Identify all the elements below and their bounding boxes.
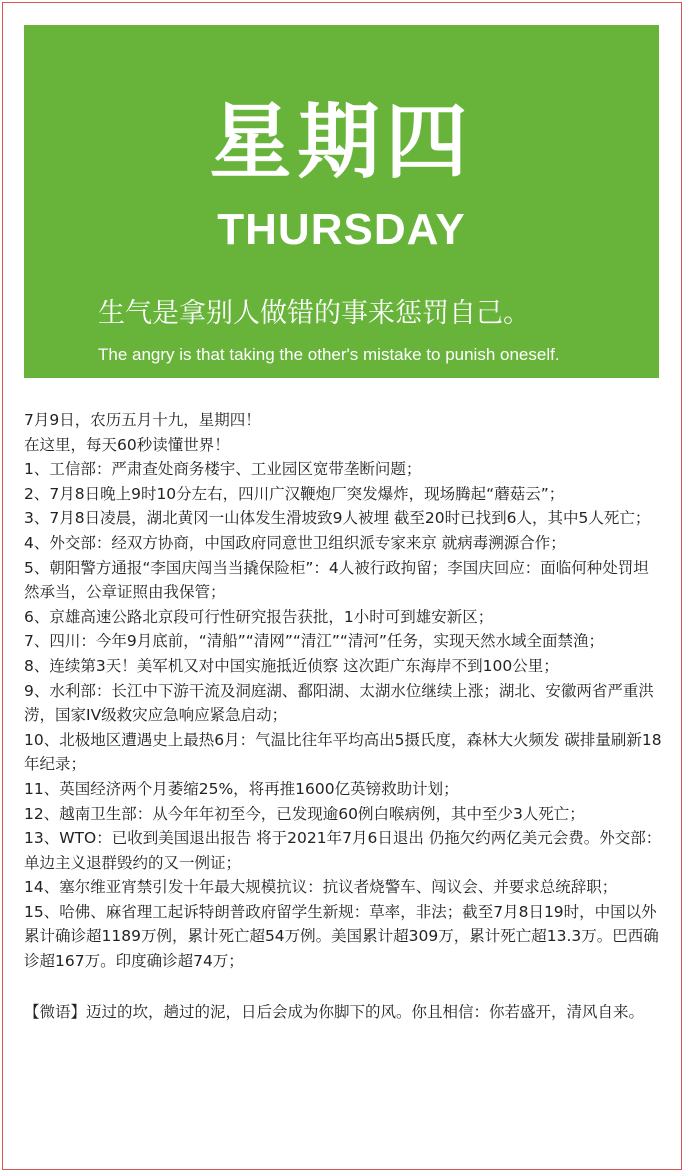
news-item: 10、北极地区遭遇史上最热6月：气温比往年平均高出5摄氏度，森林大火频发 碳排量刷新18年纪录；	[24, 730, 662, 774]
banner-title-en: THURSDAY	[217, 205, 466, 254]
news-item: 4、外交部：经双方协商，中国政府同意世卫组织派专家来京 就病毒溯源合作；	[24, 533, 566, 552]
news-item: 2、7月8日晚上9时10分左右，四川广汉鞭炮厂突发爆炸，现场腾起“蘑菇云”；	[24, 484, 565, 503]
date-line: 7月9日，农历五月十九，星期四！	[24, 411, 261, 429]
news-item: 15、哈佛、麻省理工起诉特朗普政府留学生新规：草率，非法；截至7月8日19时，中国以外累计确诊超1189万例，累计死亡超54万例。美国累计超309万，累计死亡超13.3万。巴西确诊超167万。印度确诊超74万；	[24, 902, 659, 971]
tagline: 在这里，每天60秒读懂世界！	[24, 435, 230, 454]
news-item: 5、朝阳警方通报“李国庆闯当当撬保险柜”：4人被行政拘留；李国庆回应：面临何种处罚坦然承当，公章证照由我保管；	[24, 558, 649, 602]
news-item: 13、WTO：已收到美国退出报告 将于2021年7月6日退出 仍拖欠约两亿美元会费。外交部：单边主义退群毁约的又一例证；	[24, 829, 662, 872]
news-item: 11、英国经济两个月萎缩25%，将再推1600亿英镑救助计划；	[24, 779, 459, 798]
news-item: 6、京雄高速公路北京段可行性研究报告获批，1小时可到雄安新区；	[24, 607, 494, 626]
news-item: 8、连续第3天！美军机又对中国实施抵近侦察 这次距广东海岸不到100公里；	[24, 656, 559, 675]
banner-title-cn: 星期四	[209, 95, 474, 190]
news-item: 7、四川：今年9月底前，“清船”“清网”“清江”“清河”任务，实现天然水域全面禁渔；	[24, 632, 604, 651]
news-item: 12、越南卫生部：从今年年初至今，已发现逾60例白喉病例，其中至少3人死亡；	[24, 804, 585, 823]
article-body	[24, 408, 664, 1024]
news-item: 3、7月8日凌晨，湖北黄冈一山体发生滑坡致9人被埋 截至20时已找到6人，其中5人死亡；	[24, 509, 651, 528]
banner-motto-en: The angry is that taking the other's mistake to punish oneself.	[98, 345, 560, 364]
banner	[24, 25, 659, 378]
spacer	[24, 974, 664, 1000]
news-item: 9、水利部：长江中下游干流及洞庭湖、鄱阳湖、太湖水位继续上涨；湖北、安徽两省严重洪涝，国家IV级救灾应急响应紧急启动；	[24, 681, 654, 725]
daily-quote: 【微语】迈过的坎，趟过的泥，日后会成为你脚下的风。你且相信：你若盛开，清风自来。	[24, 1002, 645, 1021]
news-item: 14、塞尔维亚宵禁引发十年最大规模抗议：抗议者烧警车、闯议会、并要求总统辞职；	[24, 878, 618, 897]
news-item: 1、工信部：严肃查处商务楼宇、工业园区宽带垄断问题；	[24, 460, 422, 479]
banner-motto-cn: 生气是拿别人做错的事来惩罚自己。	[98, 298, 530, 329]
